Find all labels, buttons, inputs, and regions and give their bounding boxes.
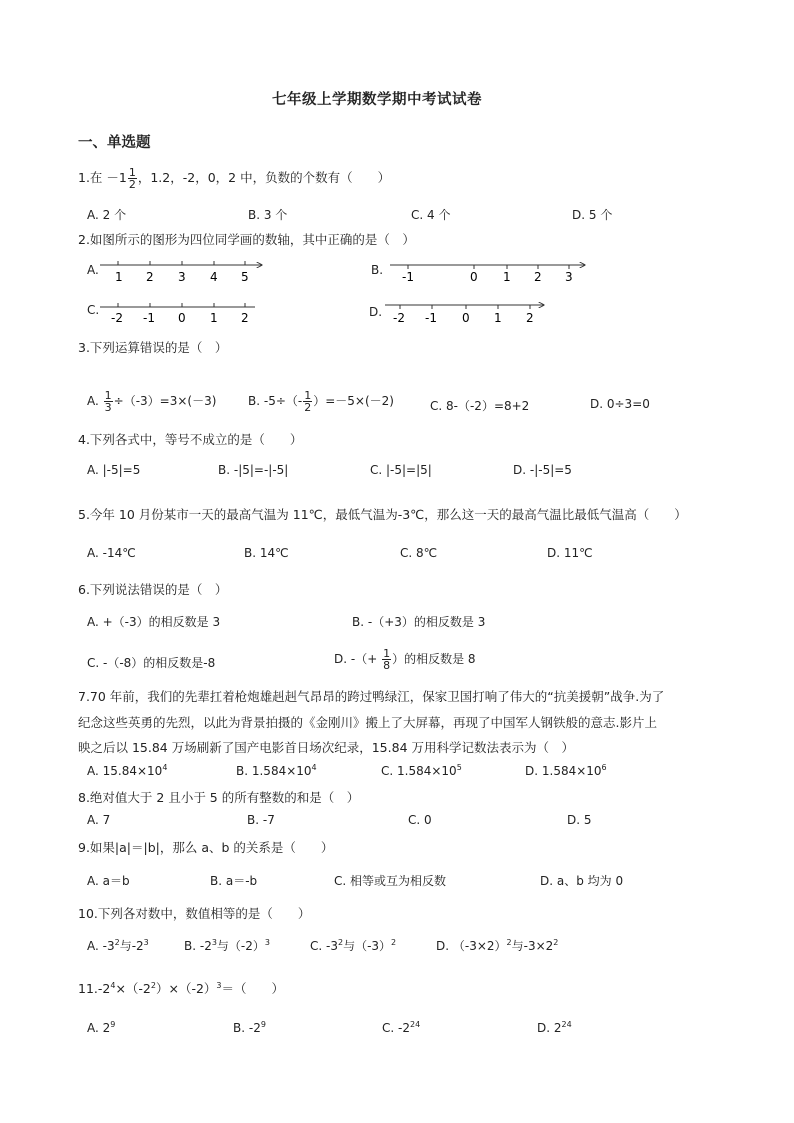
q8-option-d: D. 5 [567, 813, 592, 827]
axis-a-tick: 1 [115, 270, 123, 284]
q5-option-c: C. 8℃ [400, 546, 438, 560]
q6-option-b: B. -（+3）的相反数是 3 [352, 615, 486, 629]
section-heading: 一、单选题 [78, 135, 151, 151]
q1-option-b: B. 3 个 [248, 208, 288, 222]
axis-c-tick: 0 [178, 311, 186, 325]
q9-option-a: A. a＝b [87, 874, 130, 888]
axis-c-tick: 1 [210, 311, 218, 325]
axis-a-tick: 4 [210, 270, 218, 284]
q9-option-d: D. a、b 均为 0 [540, 874, 624, 888]
question-5: 5.今年 10 月份某市一天的最高气温为 11℃，最低气温为-3℃，那么这一天的最高气温比最低气温高（ ） [78, 507, 687, 522]
question-3: 3.下列运算错误的是（ ） [78, 340, 228, 355]
question-7-line-1: 7.70 年前，我们的先辈扛着枪炮雄赳赳气昂昂的跨过鸭绿江，保家卫国打响了伟大的“抗美援朝”战争.为了 [78, 689, 665, 704]
axis-c-tick: 2 [241, 311, 249, 325]
q11-option-a: A. $2^9$ [87, 1020, 116, 1035]
q5-option-a: A. -14℃ [87, 546, 136, 560]
question-6: 6.下列说法错误的是（ ） [78, 582, 228, 597]
q10-option-c: C. $-3^2$与$(-3)^2$ [310, 938, 397, 953]
axis-c [100, 303, 255, 325]
q11-option-d: D. $2^{24}$ [537, 1020, 572, 1035]
q6-option-d: D. -（+ $\frac{1}{8}$ ）的相反数是 8 [334, 647, 476, 672]
axis-b [390, 265, 585, 284]
exam-title: 七年级上学期数学期中考试试卷 [272, 92, 482, 108]
axis-b-tick: 0 [470, 270, 478, 284]
number-lines-figure [80, 254, 680, 334]
question-4: 4.下列各式中，等号不成立的是（ ） [78, 432, 303, 447]
q8-option-b: B. -7 [247, 813, 275, 827]
axis-b-tick: 2 [534, 270, 542, 284]
q3-option-b: B. -5÷（- $\frac{1}{2}$ ）=－5×(－2) [248, 389, 394, 414]
q6-option-c: C. -（-8）的相反数是-8 [87, 656, 216, 670]
axis-d-tick: 1 [494, 311, 502, 325]
question-7-line-2: 纪念这些英勇的先烈，以此为背景拍摄的《金刚川》搬上了大屏幕，再现了中国军人钢铁般的意志.影片上 [78, 715, 657, 730]
q9-option-b: B. a＝-b [210, 874, 258, 888]
q7-option-a: A. $15.84\times 10^4$ [87, 763, 168, 778]
axis-d-tick: 0 [462, 311, 470, 325]
axis-b-tick: 3 [565, 270, 573, 284]
q11-option-b: B. $-2^9$ [233, 1020, 266, 1035]
q1-option-a: A. 2 个 [87, 208, 127, 222]
question-10: 10.下列各对数中，数值相等的是（ ） [78, 906, 311, 921]
axis-a-tick: 5 [241, 270, 249, 284]
q4-option-c: C. |-5|=|5| [370, 463, 432, 477]
axis-c-tick: -2 [111, 311, 123, 325]
q8-option-a: A. 7 [87, 813, 111, 827]
q6-option-a: A. +（-3）的相反数是 3 [87, 615, 221, 629]
axis-d-label: D. [369, 305, 383, 319]
q3-option-a: A. $\frac{1}{3}$ ÷（-3）=3×(－3) [87, 389, 217, 414]
q1-option-d: D. 5 个 [572, 208, 613, 222]
axis-a [100, 261, 262, 284]
axis-a-label: A. [87, 263, 99, 277]
q3-option-d: D. 0÷3=0 [590, 397, 650, 411]
question-1: 1.在 －1 $\frac{1}{2}$ ，1.2，-2，0，2 中，负数的个数有（ ） [78, 166, 391, 191]
axis-a-tick: 3 [178, 270, 186, 284]
axis-d [385, 305, 544, 325]
q7-option-d: D. $1.584\times 10^6$ [525, 763, 607, 778]
q5-option-d: D. 11℃ [547, 546, 593, 560]
q9-option-c: C. 相等或互为相反数 [334, 874, 447, 888]
axis-b-tick: -1 [402, 270, 414, 284]
axis-c-label: C. [87, 303, 100, 317]
axis-a-tick: 2 [146, 270, 154, 284]
q4-option-b: B. -|5|=-|-5| [218, 463, 289, 477]
axis-b-tick: 1 [503, 270, 511, 284]
q4-option-a: A. |-5|=5 [87, 463, 141, 477]
question-2: 2.如图所示的图形为四位同学画的数轴，其中正确的是（ ） [78, 232, 415, 247]
q1-option-c: C. 4 个 [411, 208, 451, 222]
question-7-line-3: 映之后以 15.84 万场刷新了国产电影首日场次纪录，15.84 万用科学记数法表示为（ ） [78, 740, 574, 755]
q4-option-d: D. -|-5|=5 [513, 463, 572, 477]
axis-c-tick: -1 [143, 311, 155, 325]
q7-option-c: C. $1.584\times 10^5$ [381, 763, 462, 778]
axis-d-tick: -1 [425, 311, 437, 325]
q11-option-c: C. $-2^{24}$ [382, 1020, 421, 1035]
question-11: $11.-2^4\times(-2^2)\times(-2)^3=$（ ） [78, 981, 285, 996]
axis-d-tick: 2 [526, 311, 534, 325]
q8-option-c: C. 0 [408, 813, 432, 827]
q7-option-b: B. $1.584\times 10^4$ [236, 763, 317, 778]
q10-option-a: A. $-3^2$与$-2^3$ [87, 938, 149, 953]
q5-option-b: B. 14℃ [244, 546, 289, 560]
question-8: 8.绝对值大于 2 且小于 5 的所有整数的和是（ ） [78, 790, 360, 805]
axis-b-label: B. [371, 263, 384, 277]
q10-option-b: B. $-2^3$与$(-2)^3$ [184, 938, 270, 953]
q3-option-c: C. 8-（-2）=8+2 [430, 399, 530, 413]
question-9: 9.如果|a|＝|b|，那么 a、b 的关系是（ ） [78, 840, 334, 855]
q10-option-d: D. $(-3\times 2)^2$与$-3\times 2^2$ [436, 938, 559, 953]
axis-d-tick: -2 [393, 311, 405, 325]
